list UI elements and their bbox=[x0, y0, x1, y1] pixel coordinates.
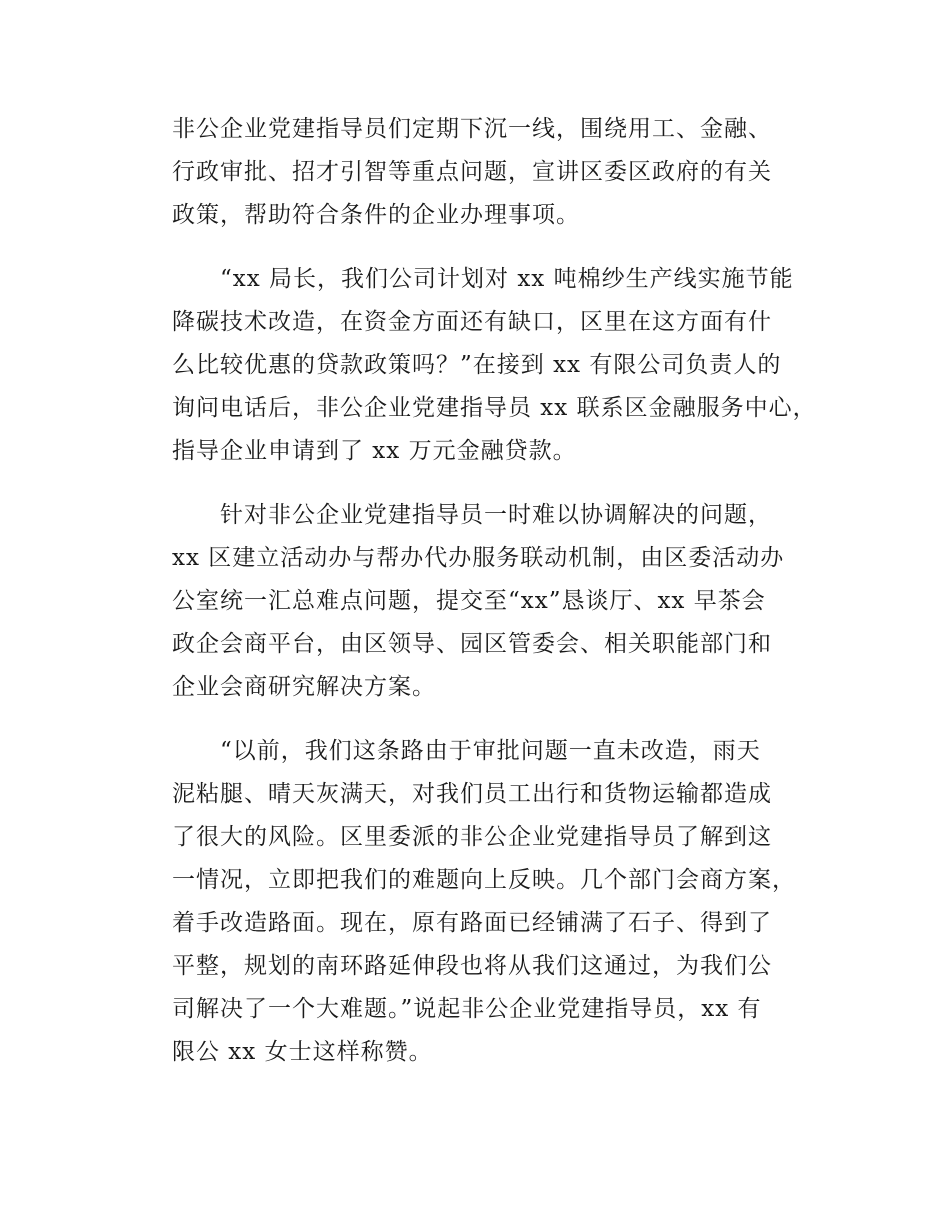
text-line: “xx 局长，我们公司计划对 xx 吨棉纱生产线实施节能 bbox=[220, 266, 794, 292]
text-line: 非公企业党建指导员们定期下沉一线，围绕用工、金融、 bbox=[172, 116, 772, 142]
text-line: 公室统一汇总难点问题，提交至“xx”恳谈厅、xx 早茶会 bbox=[172, 588, 766, 614]
text-line: 针对非公企业党建指导员一时难以协调解决的问题， bbox=[220, 502, 772, 528]
text-line: 一情况，立即把我们的难题向上反映。几个部门会商方案， bbox=[172, 867, 796, 893]
text-line: 了很大的风险。区里委派的非公企业党建指导员了解到这 bbox=[172, 824, 772, 850]
document-body bbox=[172, 108, 822, 1095]
text-line: 行政审批、招才引智等重点问题，宣讲区委区政府的有关 bbox=[172, 159, 772, 185]
paragraph-4 bbox=[172, 730, 822, 1074]
text-line: 政企会商平台，由区领导、园区管委会、相关职能部门和 bbox=[172, 631, 772, 657]
text-line: 么比较优惠的贷款政策吗？”在接到 xx 有限公司负责人的 bbox=[172, 352, 782, 378]
text-line: 着手改造路面。现在，原有路面已经铺满了石子、得到了 bbox=[172, 910, 772, 936]
text-line: 司解决了一个大难题。”说起非公企业党建指导员，xx 有 bbox=[172, 996, 762, 1022]
text-line: 限公 xx 女士这样称赞。 bbox=[172, 1039, 433, 1065]
paragraph-2 bbox=[172, 258, 822, 473]
text-line: 企业会商研究解决方案。 bbox=[172, 674, 436, 700]
paragraph-3 bbox=[172, 494, 822, 709]
text-line: 指导企业申请到了 xx 万元金融贷款。 bbox=[172, 438, 577, 464]
text-line: 泥粘腿、晴天灰满天，对我们员工出行和货物运输都造成 bbox=[172, 781, 772, 807]
text-line: 平整，规划的南环路延伸段也将从我们这通过，为我们公 bbox=[172, 953, 772, 979]
text-line: 询问电话后，非公企业党建指导员 xx 联系区金融服务中心， bbox=[172, 395, 817, 421]
text-line: “以前，我们这条路由于审批问题一直未改造，雨天 bbox=[220, 738, 761, 764]
text-line: 降碳技术改造，在资金方面还有缺口，区里在这方面有什 bbox=[172, 309, 772, 335]
paragraph-1 bbox=[172, 108, 822, 237]
text-line: xx 区建立活动办与帮办代办服务联动机制，由区委活动办 bbox=[172, 545, 785, 571]
text-line: 政策，帮助符合条件的企业办理事项。 bbox=[172, 202, 580, 228]
